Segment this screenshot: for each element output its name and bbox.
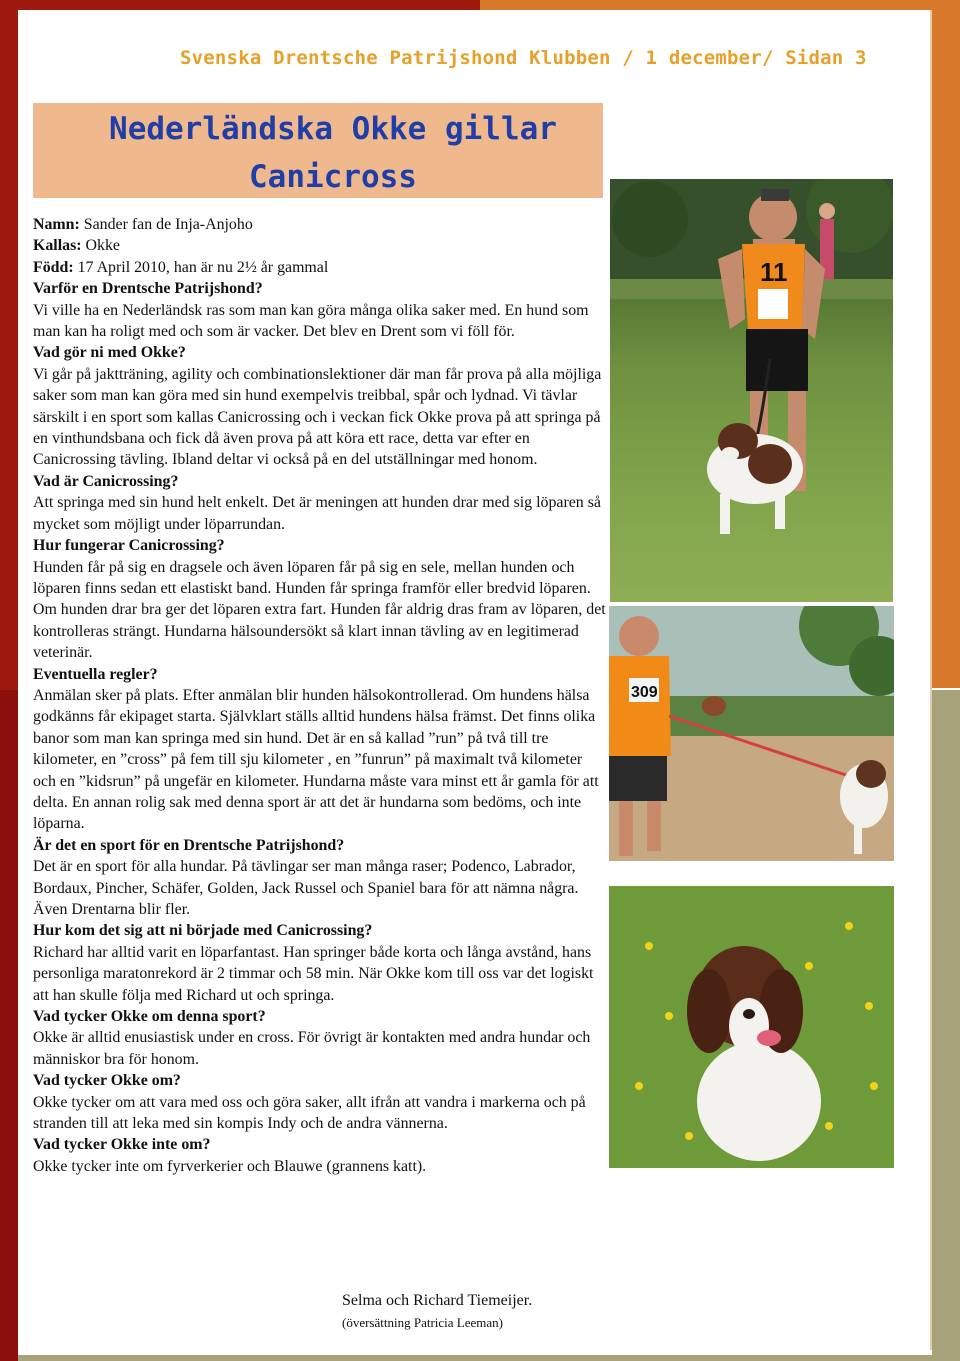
intro-name [33, 214, 608, 235]
question-how-does-it-work: Hur fungerar Canicrossing? [33, 537, 225, 555]
answer-rules: Anmälan sker på plats. Efter anmälan blir hunden hälsokontrollerad. Om hundens hälsa godkänns får ekipaget starta. Självklart ställs alltid hundens hälsa främst. Det finns olika banor som man kan springa med sin hund. Det är en så kallad ”run” på två till tre kilometer, en ”cross” på fem till sju kilometer , en ”funrun” på maximalt två kilometer och en ”kidsrun” på ungefär en kilometer. Hundarna måste vara minst ett år gamla för att delta. En annan rolig sak med denna sport är att det är hundarna som bedöms, och inte löparna. [33, 686, 599, 833]
title-line-1: Nederländska Okke gillar [109, 111, 557, 147]
article-title [33, 105, 633, 201]
called-label: Kallas: [33, 237, 82, 255]
question-okke-opinion-sport: Vad tycker Okke om denna sport? [33, 1008, 266, 1026]
frame-bottom [0, 1355, 960, 1361]
frame-bottom-left [0, 1355, 18, 1361]
answer-how-does-it-work: Hunden får på sig en dragsele och även löparen får på sig en sele, mellan hunden och löparen finns sedan ett elastiskt band. Hunden får springa framför eller bredvid löparen. Om hunden drar bra ger det löparen extra fart. Hunden får aldrig dras fram av löparen, det kontrolleras strängt. Hundarna hälsoundersökt så klart innan tävling av en legitimerad veterinär. [33, 558, 606, 662]
born-value: 17 April 2010, han är nu 2½ år gammal [73, 258, 329, 276]
question-what-do-you-do: Vad gör ni med Okke? [33, 344, 186, 362]
question-okke-dislikes: Vad tycker Okke inte om? [33, 1136, 211, 1154]
article-body [33, 214, 608, 1177]
called-value: Okke [81, 237, 120, 255]
intro-born [33, 257, 608, 278]
born-label: Född: [33, 258, 74, 276]
photo-runner-with-dog [610, 179, 893, 602]
photo-runner-orange-shirt-drawing [609, 606, 894, 861]
frame-inner-line [930, 10, 932, 1350]
question-rules: Eventuella regler? [33, 665, 158, 683]
newsletter-header: Svenska Drentsche Patrijshond Klubben / 1 december/ Sidan 3 [180, 47, 867, 69]
answer-sport-for-drentsche: Det är en sport för alla hundar. På tävlingar ser man många raser; Podenco, Labrador, Bordaux, Pincher, Schäfer, Golden, Jack Russel och Spaniel bara för att nämna några. Även Drentarna blir fler. [33, 858, 579, 918]
name-label: Namn: [33, 216, 80, 233]
question-why-drentsche: Varför en Drentsche Patrijshond? [33, 280, 263, 298]
signature [342, 1290, 642, 1334]
name-value: Sander fan de Inja-Anjoho [79, 216, 253, 233]
answer-what-is-canicrossing: Att springa med sin hund helt enkelt. Det är meningen att hunden drar med sig löparen så mycket som möjligt under löparrundan. [33, 494, 601, 533]
answer-why-drentsche: Vi ville ha en Nederländsk ras som man kan göra många olika saker med. En hund som man kan ha roligt med och som är vacker. Det blev en Drent som vi föll för. [33, 301, 589, 341]
answer-okke-dislikes: Okke tycker inte om fyrverkerier och Blauwe (grannens katt). [33, 1157, 427, 1175]
photo-runner-with-dog-drawing [610, 179, 893, 602]
question-what-is-canicrossing: Vad är Canicrossing? [33, 472, 179, 490]
frame-right-lower [932, 690, 960, 1361]
answer-okke-likes: Okke tycker om att vara med oss och göra saker, allt ifrån att vandra i markerna och på stranden till att leka med sin kompis Indy och de andra vännerna. [33, 1093, 586, 1133]
question-how-started: Hur kom det sig att ni började med Canicrossing? [33, 922, 373, 940]
frame-left-lower [0, 690, 18, 1361]
frame-top-left [0, 0, 480, 10]
answer-what-do-you-do: Vi går på jaktträning, agility och combinationslektioner där man får prova på alla möjliga saker som man kan göra med sin hund exempelvis treibbal, spår och lydnad. Vi tävlar särskilt i en sport som kallas Canicrossing och i veckan fick Okke prova på att springa på en vinthundsbana och fick då även prova på att köra ett race, detta var efter en Canicrossing tävling. Ibland deltar vi också på en del utställningar med honom. [33, 365, 602, 469]
frame-top-right [480, 0, 960, 10]
title-line-2: Canicross [249, 159, 417, 195]
frame-right-upper [932, 10, 960, 688]
frame-left [0, 0, 18, 690]
photo-runner-orange-shirt [609, 606, 894, 861]
bib-number-1: 11 [760, 257, 788, 287]
answer-how-started: Richard har alltid varit en löparfantast. Han springer både korta och långa avstånd, hans personliga maratonrekord är 2 timmar och 58 min. När Okke kom till oss var det logiskt att han skulle följa med Richard ut och springa. [33, 943, 594, 1004]
question-okke-likes: Vad tycker Okke om? [33, 1072, 181, 1090]
intro-called [33, 235, 608, 256]
photo-dog-in-flowers [609, 886, 894, 1168]
photo-dog-in-flowers-drawing [609, 886, 894, 1168]
signature-translator: (översättning Patricia Leeman) [342, 1315, 503, 1330]
signature-authors: Selma och Richard Tiemeijer. [342, 1292, 533, 1309]
answer-okke-opinion-sport: Okke är alltid enusiastisk under en cross. För övrigt är kontakten med andra hundar och människor bra för honom. [33, 1029, 591, 1068]
bib-number-2: 309 [631, 684, 658, 701]
question-sport-for-drentsche: Är det en sport för en Drentsche Patrijshond? [33, 836, 345, 854]
